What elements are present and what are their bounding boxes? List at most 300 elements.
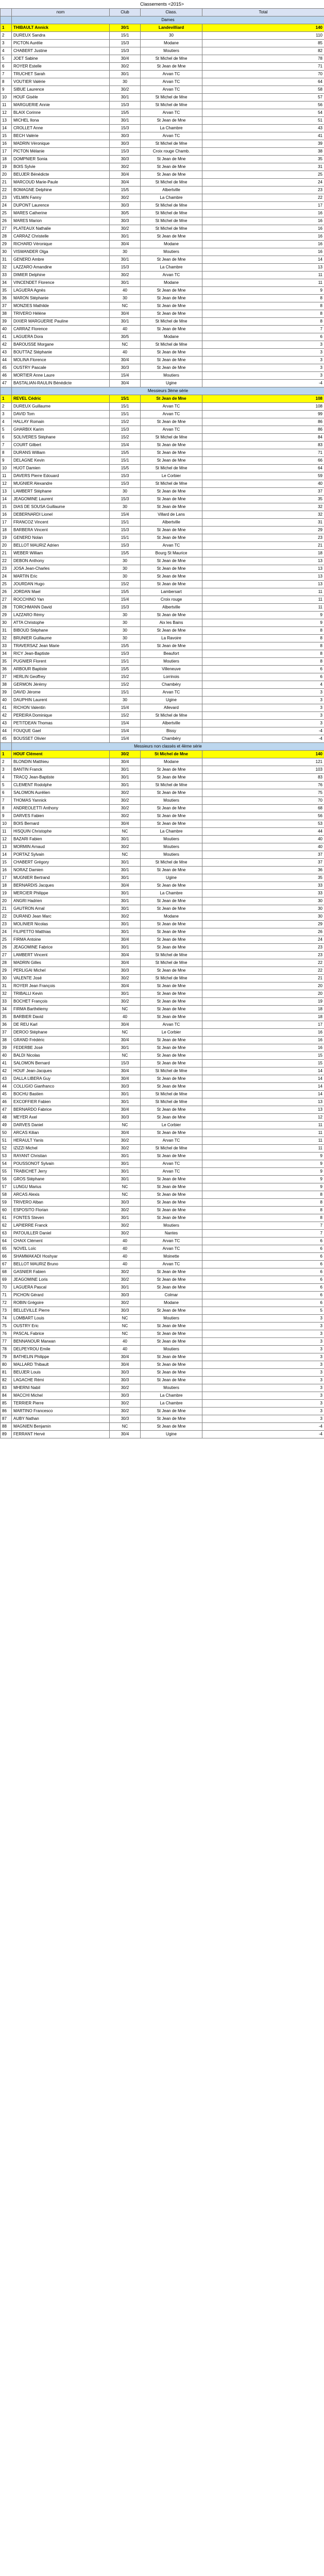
rank-cell: 33	[1, 272, 12, 279]
club-class-cell: 30/1	[110, 905, 141, 913]
club-class-cell: 30/1	[110, 836, 141, 843]
table-row	[1, 1013, 324, 1021]
total-cell: 84	[202, 434, 324, 442]
player-name-cell: CROLLET Anne	[12, 125, 110, 132]
club-class-cell: 15/1	[110, 403, 141, 411]
rank-cell: 38	[1, 681, 12, 689]
table-row	[1, 642, 324, 650]
table-row	[1, 959, 324, 967]
table-row	[1, 241, 324, 248]
club-cell: St Jean de Mne	[141, 581, 202, 588]
club-cell: St Jean de Mne	[141, 1083, 202, 1091]
total-cell: 16	[202, 210, 324, 217]
player-name-cell: LAGUERA Dora	[12, 333, 110, 341]
total-cell: 3	[202, 1377, 324, 1384]
club-class-cell: 30/2	[110, 1230, 141, 1238]
total-cell: 51	[202, 117, 324, 125]
club-class-cell: 30/4	[110, 241, 141, 248]
rank-cell: 18	[1, 527, 12, 534]
table-row	[1, 596, 324, 604]
rank-cell: 9	[1, 457, 12, 465]
club-cell: St Jean de Mne	[141, 1037, 202, 1044]
rank-cell: 75	[1, 1323, 12, 1330]
player-name-cell: DAVID Tom	[12, 411, 110, 418]
club-class-cell: 30/3	[110, 364, 141, 372]
total-cell: 23	[202, 534, 324, 542]
total-cell: 41	[202, 132, 324, 140]
club-cell: St Jean de Mne	[141, 364, 202, 372]
rank-cell: 2	[1, 32, 12, 40]
total-cell: 16	[202, 225, 324, 233]
total-cell: 64	[202, 78, 324, 86]
club-cell: Bissy	[141, 727, 202, 735]
table-row	[1, 1392, 324, 1400]
club-class-cell: 15/5	[110, 449, 141, 457]
table-row	[1, 411, 324, 418]
club-class-cell: 30/1	[110, 990, 141, 998]
player-name-cell: MEYER Axel	[12, 1114, 110, 1122]
table-row	[1, 1052, 324, 1060]
table-row	[1, 1122, 324, 1129]
rank-cell: 78	[1, 1346, 12, 1353]
table-row	[1, 511, 324, 519]
club-cell: St Jean de Mne	[141, 573, 202, 581]
table-row	[1, 1067, 324, 1075]
total-cell: 3	[202, 1353, 324, 1361]
total-cell: 6	[202, 1253, 324, 1261]
total-cell: 14	[202, 1083, 324, 1091]
total-cell: -4	[202, 1431, 324, 1438]
table-row	[1, 1431, 324, 1438]
club-cell: St Michel de Mne	[141, 480, 202, 488]
club-class-cell: 30/2	[110, 272, 141, 279]
club-cell: St Jean de Mne	[141, 812, 202, 820]
player-name-cell: MARES Marion	[12, 217, 110, 225]
total-cell: 8	[202, 1207, 324, 1214]
club-class-cell: NC	[110, 851, 141, 859]
club-class-cell: 30/2	[110, 812, 141, 820]
club-cell: St Jean de Mne	[141, 1060, 202, 1067]
total-cell: 20	[202, 990, 324, 998]
club-class-cell: 30/4	[110, 1037, 141, 1044]
total-cell: 31	[202, 163, 324, 171]
club-class-cell: 30	[110, 557, 141, 565]
total-cell: 14	[202, 1091, 324, 1098]
total-cell: 22	[202, 194, 324, 202]
table-row	[1, 565, 324, 573]
total-cell: 6	[202, 1299, 324, 1307]
rank-cell: 40	[1, 326, 12, 333]
club-class-cell: 30	[110, 612, 141, 619]
rank-cell: 29	[1, 612, 12, 619]
rank-cell: 36	[1, 1021, 12, 1029]
total-cell: 3	[202, 712, 324, 720]
total-cell: 37	[202, 859, 324, 867]
total-cell: 103	[202, 766, 324, 774]
club-cell: St Jean de Mne	[141, 1106, 202, 1114]
rank-cell: 2	[1, 403, 12, 411]
club-cell: Arvan TC	[141, 426, 202, 434]
rank-cell: 48	[1, 1114, 12, 1122]
table-row	[1, 272, 324, 279]
club-class-cell: 30	[110, 565, 141, 573]
club-class-cell: 30/4	[110, 1075, 141, 1083]
table-row	[1, 542, 324, 550]
total-cell: 3	[202, 1384, 324, 1392]
club-cell: Aix les Bains	[141, 619, 202, 627]
table-row	[1, 1129, 324, 1137]
club-cell: St Jean de Mne	[141, 897, 202, 905]
table-row	[1, 820, 324, 828]
rank-cell: 18	[1, 156, 12, 163]
player-name-cell: CHAIX Clément	[12, 1238, 110, 1245]
club-class-cell: 30/1	[110, 1284, 141, 1292]
total-cell: 24	[202, 936, 324, 944]
club-cell: St Michel de Mne	[141, 225, 202, 233]
table-row	[1, 843, 324, 851]
total-cell: 9	[202, 1183, 324, 1191]
club-class-cell: NC	[110, 1183, 141, 1191]
club-cell: St Jean de Mne	[141, 928, 202, 936]
club-cell: Moutiers	[141, 836, 202, 843]
total-cell: 83	[202, 442, 324, 449]
club-class-cell: 30/4	[110, 952, 141, 959]
club-class-cell: 30/3	[110, 1392, 141, 1400]
rank-cell: 47	[1, 1106, 12, 1114]
club-class-cell: 15/4	[110, 704, 141, 712]
table-row	[1, 1191, 324, 1199]
rank-cell: 51	[1, 1137, 12, 1145]
club-cell: Croix rouge Chamb.	[141, 148, 202, 156]
rank-cell: 85	[1, 1400, 12, 1408]
total-cell: 19	[202, 998, 324, 1006]
section-header	[1, 743, 324, 751]
player-name-cell: BECH Valérie	[12, 132, 110, 140]
club-cell: Albertville	[141, 519, 202, 527]
total-cell: 99	[202, 411, 324, 418]
section-spacer-cell	[1, 743, 12, 751]
total-cell: 6	[202, 1238, 324, 1245]
club-cell: St Jean de Mne	[141, 1408, 202, 1415]
club-cell: Arvan TC	[141, 403, 202, 411]
header-class: Class.	[141, 9, 202, 16]
club-class-cell: 15/5	[110, 588, 141, 596]
rank-cell: 14	[1, 496, 12, 503]
rank-cell: 15	[1, 859, 12, 867]
rank-cell: 23	[1, 565, 12, 573]
rank-cell: 56	[1, 1176, 12, 1183]
player-name-cell: PUGNIER Florent	[12, 658, 110, 666]
club-cell: St Michel de Mne	[141, 1145, 202, 1153]
table-row	[1, 1338, 324, 1346]
club-class-cell: 15/4	[110, 735, 141, 743]
rank-cell: 6	[1, 434, 12, 442]
club-class-cell: 30/4	[110, 820, 141, 828]
rank-cell: 37	[1, 673, 12, 681]
club-cell: St Michel de Mne	[141, 1098, 202, 1106]
player-name-cell: DAVERS Pierre Edouard	[12, 472, 110, 480]
club-cell: Modane	[141, 1299, 202, 1307]
section-header	[1, 387, 324, 395]
total-cell: 3	[202, 372, 324, 380]
club-cell: St Jean de Mne	[141, 1191, 202, 1199]
table-row	[1, 1284, 324, 1292]
rank-cell: 22	[1, 913, 12, 921]
club-class-cell: 30/4	[110, 936, 141, 944]
rank-cell: 8	[1, 805, 12, 812]
total-cell: 16	[202, 1044, 324, 1052]
club-cell: Moutiers	[141, 1222, 202, 1230]
rank-cell: 25	[1, 581, 12, 588]
total-cell: 22	[202, 959, 324, 967]
club-class-cell: 30/1	[110, 859, 141, 867]
player-name-cell: ARCAS Alexis	[12, 1191, 110, 1199]
table-row	[1, 712, 324, 720]
rank-cell: 41	[1, 333, 12, 341]
club-cell: St Jean de Mne	[141, 1330, 202, 1338]
club-cell: La Chambre	[141, 890, 202, 897]
club-cell: St Jean de Mne	[141, 1284, 202, 1292]
table-row	[1, 681, 324, 689]
player-name-cell: PORTAZ Sylvain	[12, 851, 110, 859]
club-cell: Modane	[141, 333, 202, 341]
club-class-cell: 30/4	[110, 171, 141, 179]
table-row	[1, 913, 324, 921]
club-class-cell: 30/1	[110, 897, 141, 905]
rank-cell: 44	[1, 357, 12, 364]
rank-cell: 43	[1, 349, 12, 357]
club-cell: St Jean de Mne	[141, 905, 202, 913]
player-name-cell: NORAZ Damien	[12, 867, 110, 874]
club-cell: Arvan TC	[141, 542, 202, 550]
player-name-cell: GROS Stéphane	[12, 1176, 110, 1183]
club-class-cell: 30	[110, 627, 141, 635]
club-cell: St Jean de Mne	[141, 1323, 202, 1330]
table-row	[1, 1029, 324, 1037]
club-class-cell: 30/3	[110, 1083, 141, 1091]
rank-cell: 44	[1, 1083, 12, 1091]
table-row	[1, 40, 324, 47]
player-name-cell: FRANCOZ Vincent	[12, 519, 110, 527]
rank-cell: 23	[1, 194, 12, 202]
player-name-cell: SALOMON Aurélien	[12, 789, 110, 797]
player-name-cell: MOLINA Florence	[12, 357, 110, 364]
rank-cell: 54	[1, 1160, 12, 1168]
club-class-cell: 15/2	[110, 673, 141, 681]
club-class-cell: 15/4	[110, 720, 141, 727]
club-class-cell: 15/4	[110, 372, 141, 380]
rank-cell: 28	[1, 233, 12, 241]
rank-cell: 18	[1, 882, 12, 890]
player-name-cell: BLONDIN Matthieu	[12, 758, 110, 766]
table-row	[1, 117, 324, 125]
club-cell: St Jean de Mne	[141, 1114, 202, 1122]
club-class-cell: 15/1	[110, 32, 141, 40]
club-class-cell: NC	[110, 1315, 141, 1323]
table-row	[1, 1253, 324, 1261]
player-name-cell: HOUF Jean-Jacques	[12, 1067, 110, 1075]
club-class-cell: 30	[110, 78, 141, 86]
player-name-cell: MARON Stéphanie	[12, 295, 110, 302]
table-row	[1, 279, 324, 287]
table-row	[1, 1423, 324, 1431]
rank-cell: 36	[1, 666, 12, 673]
table-row	[1, 1091, 324, 1098]
club-cell: St Michel de Mne	[141, 202, 202, 210]
total-cell: 8	[202, 302, 324, 310]
table-row	[1, 534, 324, 542]
total-cell: 3	[202, 1369, 324, 1377]
player-name-cell: RAYANT Christian	[12, 1153, 110, 1160]
table-row	[1, 797, 324, 805]
table-row	[1, 449, 324, 457]
club-cell: Moutiers	[141, 1346, 202, 1353]
club-class-cell: NC	[110, 1006, 141, 1013]
table-row	[1, 472, 324, 480]
club-cell: St Jean de Mne	[141, 418, 202, 426]
club-cell: Chambéry	[141, 735, 202, 743]
rank-cell: 64	[1, 1238, 12, 1245]
player-name-cell: DUREUX Guillaume	[12, 403, 110, 411]
table-row	[1, 395, 324, 403]
total-cell: 3	[202, 1400, 324, 1408]
table-row	[1, 1315, 324, 1323]
table-row	[1, 1199, 324, 1207]
club-class-cell: 30/2	[110, 225, 141, 233]
club-cell: St Jean de Mne	[141, 820, 202, 828]
table-row	[1, 418, 324, 426]
club-class-cell: 15/4	[110, 511, 141, 519]
player-name-cell: LAGUERA Agnès	[12, 287, 110, 295]
club-cell: St Michel de Mne	[141, 712, 202, 720]
club-class-cell: 15/2	[110, 434, 141, 442]
club-class-cell: 30	[110, 635, 141, 642]
club-cell: La Chambre	[141, 125, 202, 132]
club-cell: Ugine	[141, 1431, 202, 1438]
table-row	[1, 1245, 324, 1253]
table-row	[1, 1307, 324, 1315]
rank-cell: 73	[1, 1307, 12, 1315]
rank-cell: 33	[1, 642, 12, 650]
club-cell: St Michel de Mne	[141, 434, 202, 442]
club-cell: La Ravoire	[141, 635, 202, 642]
total-cell: 37	[202, 851, 324, 859]
rank-cell: 38	[1, 1037, 12, 1044]
total-cell: 26	[202, 928, 324, 936]
club-class-cell: 15/3	[110, 527, 141, 534]
club-class-cell: 30/2	[110, 86, 141, 94]
table-row	[1, 434, 324, 442]
club-cell: St Jean de Mne	[141, 1307, 202, 1315]
table-row	[1, 758, 324, 766]
rank-cell: 36	[1, 295, 12, 302]
total-cell: 13	[202, 557, 324, 565]
club-class-cell: 40	[110, 287, 141, 295]
player-name-cell: TRIVERO Alban	[12, 1199, 110, 1207]
rank-cell: 22	[1, 187, 12, 194]
player-name-cell: RICHARD Véronique	[12, 241, 110, 248]
total-cell: 33	[202, 882, 324, 890]
rank-cell: 79	[1, 1353, 12, 1361]
table-row	[1, 480, 324, 488]
club-class-cell: 30/4	[110, 959, 141, 967]
total-cell: 35	[202, 156, 324, 163]
club-class-cell: 15/1	[110, 689, 141, 697]
rank-cell: 30	[1, 975, 12, 982]
player-name-cell: DIAS DE SOUSA Guillaume	[12, 503, 110, 511]
club-class-cell: 15/1	[110, 534, 141, 542]
club-cell: St Michel de Mne	[141, 751, 202, 758]
rank-cell: 27	[1, 596, 12, 604]
total-cell: 33	[202, 890, 324, 897]
player-name-cell: DUPONT Laurence	[12, 202, 110, 210]
table-row	[1, 225, 324, 233]
table-row	[1, 519, 324, 527]
total-cell: 140	[202, 24, 324, 32]
player-name-cell: HUOT Damien	[12, 465, 110, 472]
player-name-cell: LAZZARO Amandine	[12, 264, 110, 272]
club-class-cell: 30/4	[110, 882, 141, 890]
total-cell: 70	[202, 71, 324, 78]
club-class-cell: 30/2	[110, 1400, 141, 1408]
club-cell: Albertville	[141, 604, 202, 612]
total-cell: 11	[202, 1129, 324, 1137]
rank-cell: 4	[1, 47, 12, 55]
total-cell: 40	[202, 480, 324, 488]
total-cell: 7	[202, 1230, 324, 1238]
club-cell: Le Corbier	[141, 1122, 202, 1129]
club-class-cell: 30/2	[110, 1299, 141, 1307]
player-name-cell: VINCENDET Florence	[12, 279, 110, 287]
rank-cell: 61	[1, 1214, 12, 1222]
club-class-cell: 15/2	[110, 712, 141, 720]
player-name-cell: COLLIGIO Gianfranco	[12, 1083, 110, 1091]
club-cell: St Jean de Mne	[141, 557, 202, 565]
rank-cell: 57	[1, 1183, 12, 1191]
player-name-cell: BRUNIER Guillaume	[12, 635, 110, 642]
table-row	[1, 341, 324, 349]
table-row	[1, 612, 324, 619]
player-name-cell: BASTALIAN-RAULIN Bénédicte	[12, 380, 110, 387]
club-cell: St Michel de Mne	[141, 140, 202, 148]
club-class-cell: 30	[110, 488, 141, 496]
club-cell: St Michel de Mne	[141, 341, 202, 349]
table-row	[1, 24, 324, 32]
club-class-cell: 30	[110, 503, 141, 511]
club-class-cell: NC	[110, 1052, 141, 1060]
total-cell: 9	[202, 1160, 324, 1168]
club-cell: St Jean de Mne	[141, 1052, 202, 1060]
club-cell: St Jean de Mne	[141, 527, 202, 534]
player-name-cell: TERRIER Pierre	[12, 1400, 110, 1408]
table-row	[1, 897, 324, 905]
player-name-cell: JORDAN Mael	[12, 588, 110, 596]
total-cell: 6	[202, 1245, 324, 1253]
total-cell: 39	[202, 140, 324, 148]
table-row	[1, 63, 324, 71]
club-cell: St Michel de Mne	[141, 217, 202, 225]
player-name-cell: BERNARDO Fabrice	[12, 1106, 110, 1114]
club-cell: St Jean de Mne	[141, 1377, 202, 1384]
player-name-cell: LAGUERA Pascal	[12, 1284, 110, 1292]
table-row	[1, 372, 324, 380]
table-row	[1, 697, 324, 704]
rank-cell: 14	[1, 851, 12, 859]
total-cell: -4	[202, 1423, 324, 1431]
table-row	[1, 210, 324, 217]
rank-cell: 9	[1, 812, 12, 820]
table-row	[1, 1044, 324, 1052]
